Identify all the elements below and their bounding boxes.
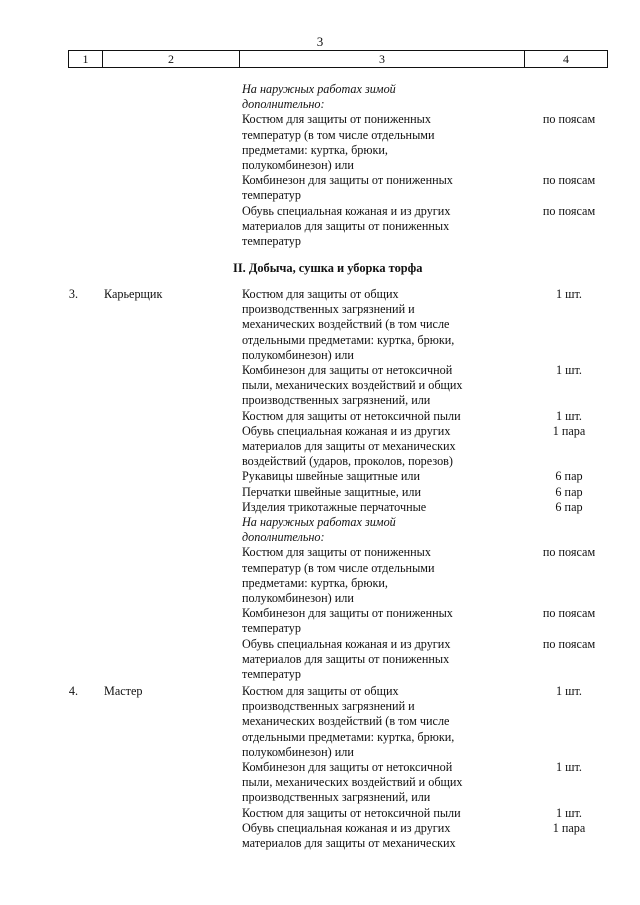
page-number: 3 [316,34,324,49]
position-name [78,545,242,606]
position-number [0,545,78,606]
position-number [0,424,78,470]
item-description: Комбинезон для защиты от нетоксичной пыли, механических воздействий и общих производственных загрязнений, или [242,363,463,408]
position-name [78,409,242,424]
list-item [0,173,640,203]
top-block [0,82,640,249]
header-col-2: 2 [103,51,240,67]
position-name [78,821,242,851]
item-description: На наружных работах зимой дополнительно: [242,82,396,112]
position-number [0,363,78,409]
position-4-block [0,684,640,851]
position-number [0,760,78,806]
item-norm: 1 шт. [556,760,582,775]
item-description: Костюм для защиты от нетоксичной пыли [242,408,461,423]
list-item [0,424,640,470]
item-norm: по поясам [542,606,596,621]
item-description: Обувь специальная кожаная и из других материалов для защиты от механических [242,820,456,851]
item-norm: по поясам [542,112,596,127]
position-name [78,515,242,545]
item-norm: 1 пара [552,423,586,438]
list-item [0,112,640,173]
list-item [0,204,640,250]
item-norm: по поясам [542,636,596,651]
item-norm: 1 шт. [556,287,582,301]
position-number [0,485,78,500]
position-number: 4. [68,684,78,698]
item-description: Костюм для защиты от пониженных температур (в том числе отдельными предметами: куртка, брюки, полукомбинезон) или [242,112,435,173]
item-norm: 6 пар [555,499,583,514]
list-item [0,637,640,683]
list-item [0,82,640,112]
list-item [0,469,640,484]
position-name [78,606,242,636]
item-norm: 1 шт. [556,408,582,423]
list-item [0,606,640,636]
item-description: Костюм для защиты от пониженных температур (в том числе отдельными предметами: куртка, брюки, полукомбинезон) или [242,545,435,606]
item-norm: по поясам [542,545,596,560]
item-description: Костюм для защиты от нетоксичной пыли [242,805,461,820]
list-item [0,485,640,500]
item-norm: 1 шт. [556,363,582,378]
item-description: На наружных работах зимой дополнительно: [242,515,396,545]
position-number [0,500,78,515]
list-item [0,515,640,545]
position-number [0,606,78,636]
list-item [0,821,640,851]
position-name [78,204,242,250]
item-description: Комбинезон для защиты от пониженных температур [242,606,453,636]
position-number [0,469,78,484]
item-description: Изделия трикотажные перчаточные [242,499,427,514]
position-number [0,806,78,821]
list-item [0,363,640,409]
position-name [78,363,242,409]
item-description: Обувь специальная кожаная и из других материалов для защиты от механических воздействий (ударов, проколов, порезов) [242,423,456,469]
position-name [78,173,242,203]
position-number [0,821,78,851]
position-name [78,82,242,112]
list-item [0,545,640,606]
item-norm: 1 пара [552,820,586,835]
item-norm: по поясам [542,203,596,218]
item-description: Обувь специальная кожаная и из других материалов для защиты от пониженных температур [242,636,451,682]
item-description: Перчатки швейные защитные, или [242,484,422,499]
table-header [68,50,608,68]
position-number [0,409,78,424]
list-item [0,409,640,424]
list-item [0,806,640,821]
item-norm: 6 пар [555,484,583,499]
position-name [78,469,242,484]
position-number [0,173,78,203]
item-description: Обувь специальная кожаная и из других материалов для защиты от пониженных температур [242,203,451,249]
position-name [78,485,242,500]
item-norm: 1 шт. [556,684,582,698]
section-title: II. Добыча, сушка и уборка торфа [233,261,423,275]
item-norm [514,515,618,545]
item-norm: 1 шт. [556,805,582,820]
position-name: Мастер [104,684,143,698]
position-number [0,515,78,545]
item-norm [514,82,618,112]
position-number [0,82,78,112]
position-name [78,112,242,173]
header-col-3: 3 [240,51,525,67]
position-number [0,112,78,173]
item-description: Костюм для защиты от общих производственных загрязнений и механических воздействий (в том числе отдельными предметами: куртка, брюки, полукомбинезон) или [242,684,455,759]
header-col-4: 4 [563,52,569,66]
position-name [78,806,242,821]
item-norm: по поясам [542,173,596,188]
position-number [0,637,78,683]
position-name [78,500,242,515]
position-3-block [0,287,640,682]
item-description: Комбинезон для защиты от нетоксичной пыли, механических воздействий и общих производственных загрязнений, или [242,760,463,805]
item-description: Комбинезон для защиты от пониженных температур [242,173,453,203]
item-norm: 6 пар [555,469,583,484]
position-number [0,204,78,250]
list-item [0,760,640,806]
position-number: 3. [68,287,78,301]
position-name [78,760,242,806]
list-item [0,684,640,760]
position-name [78,637,242,683]
header-col-1: 1 [69,51,103,67]
list-item [0,500,640,515]
item-description: Рукавицы швейные защитные или [242,469,420,484]
position-name [78,424,242,470]
list-item [0,287,640,363]
position-name: Карьерщик [104,287,163,301]
item-description: Костюм для защиты от общих производственных загрязнений и механических воздействий (в том числе отдельными предметами: куртка, брюки, полукомбинезон) или [242,287,455,362]
